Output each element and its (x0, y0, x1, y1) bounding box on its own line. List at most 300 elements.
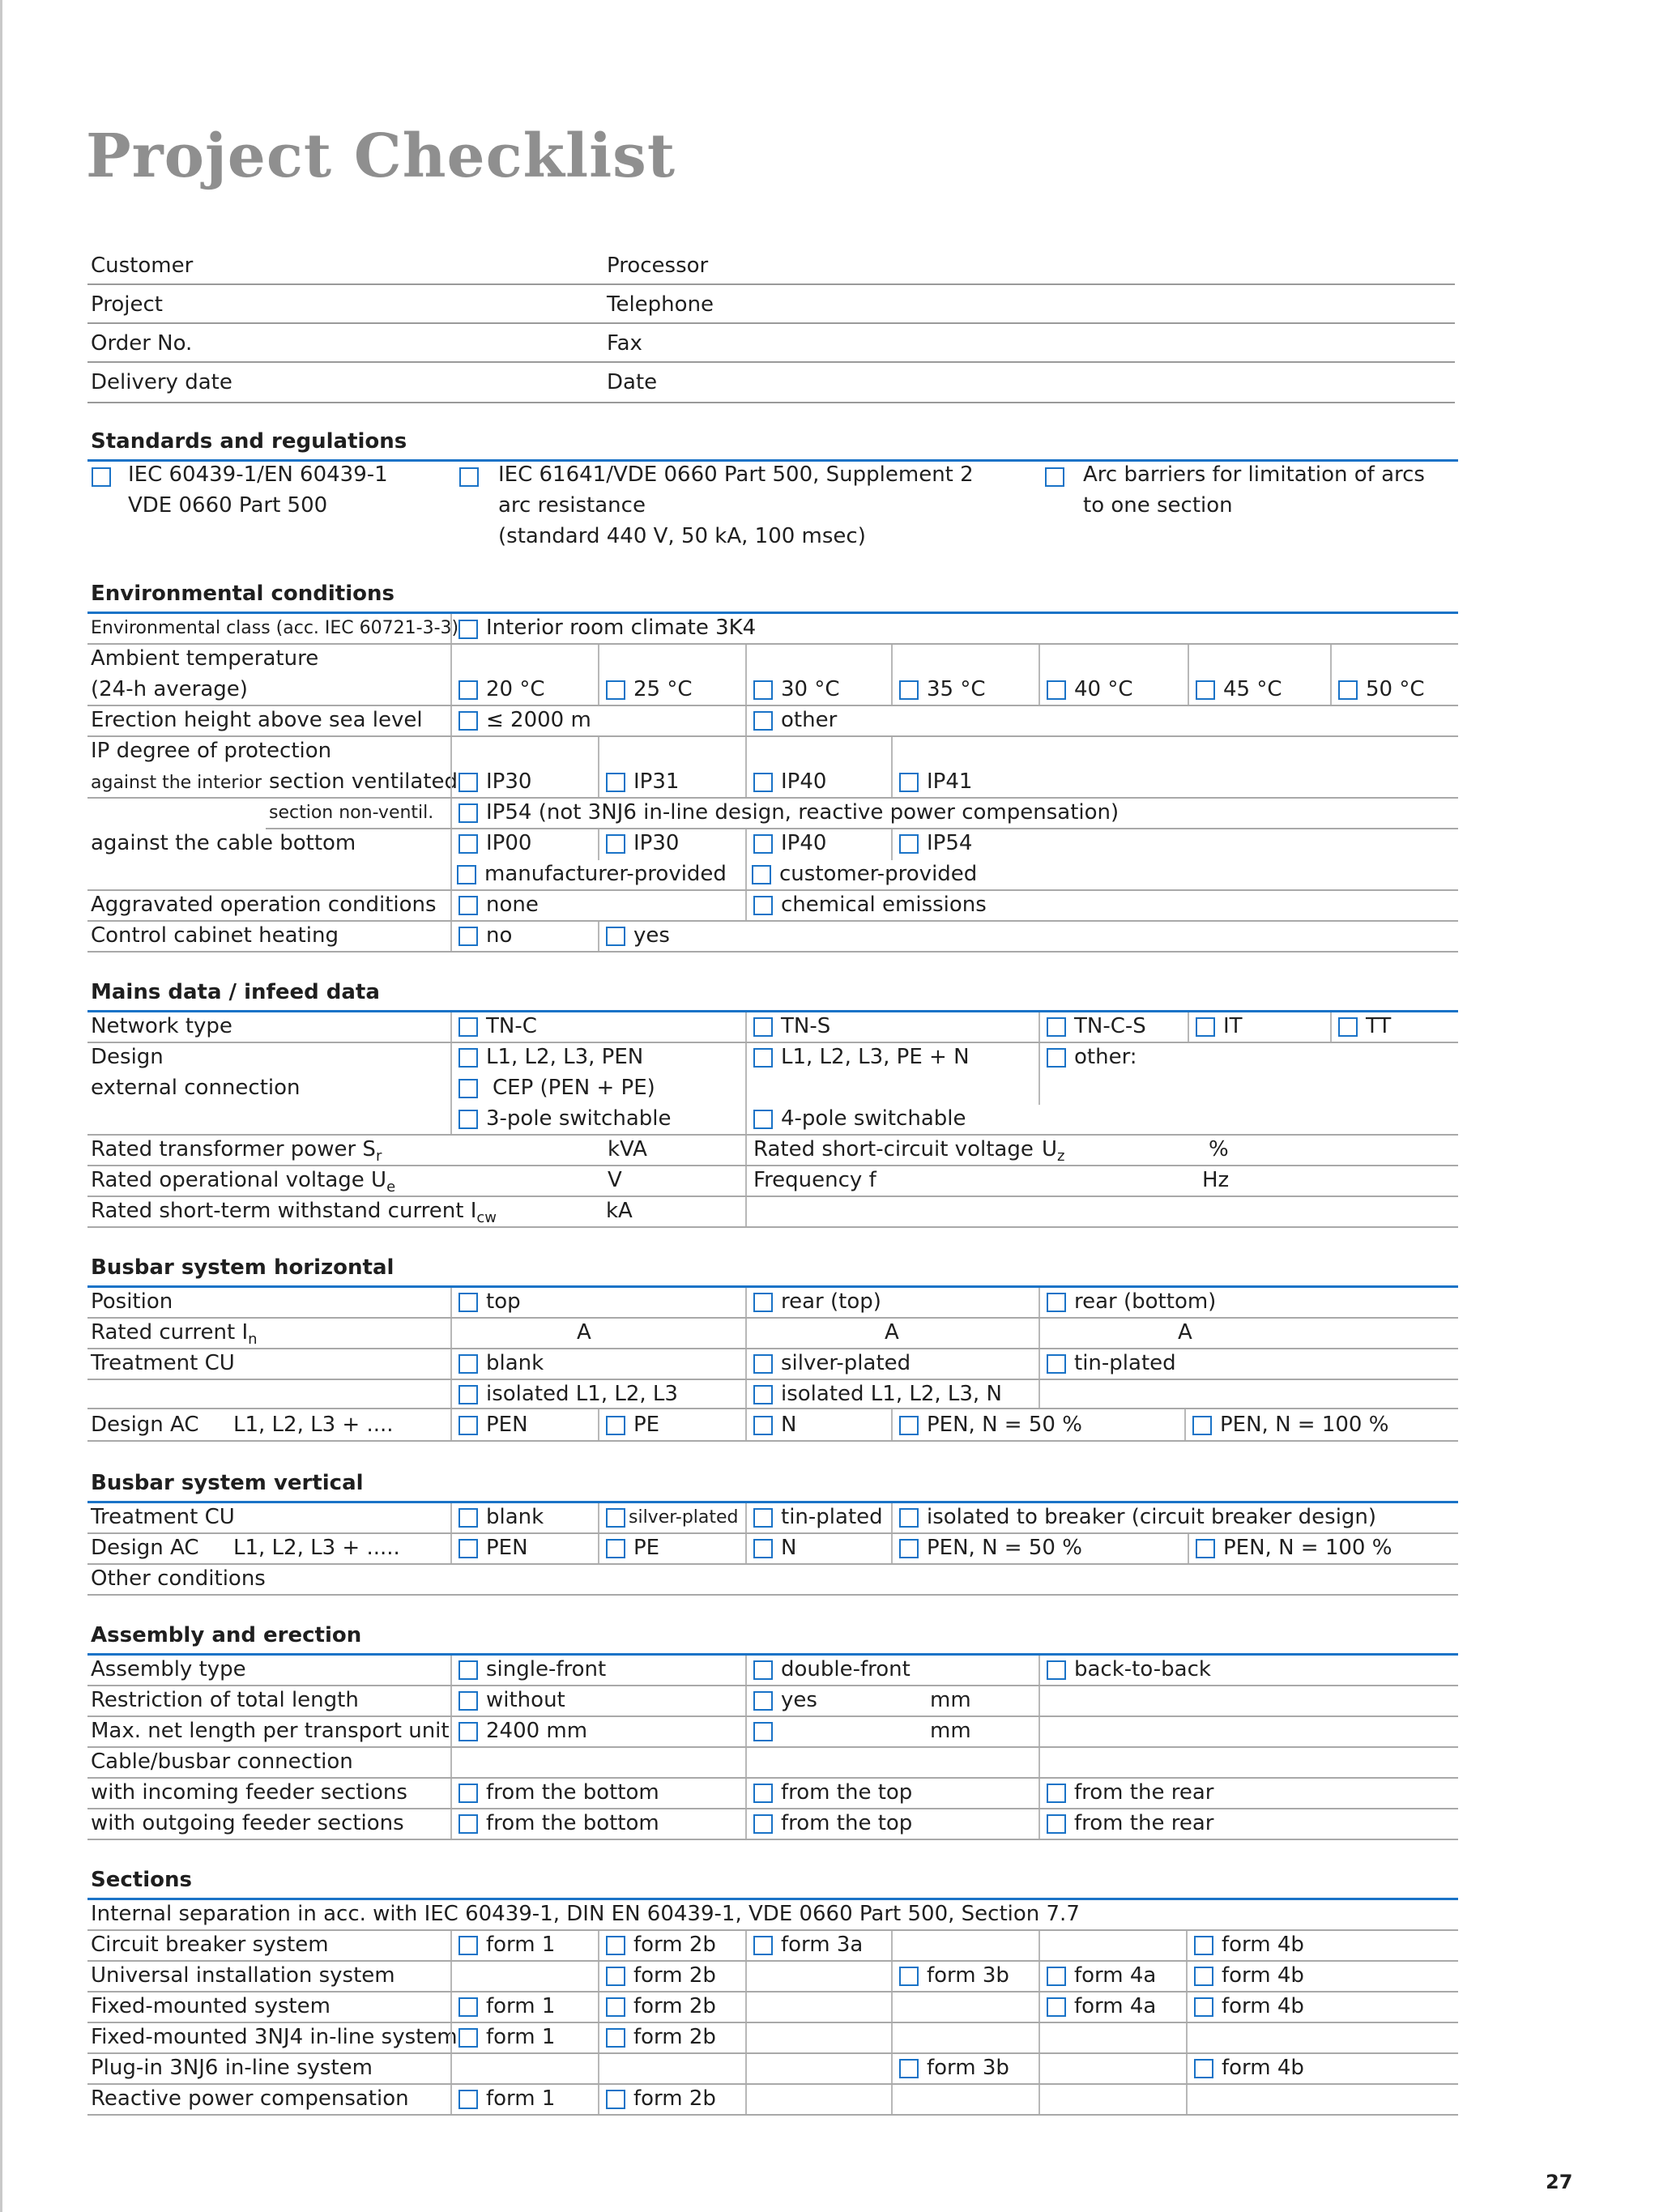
table-cell (1038, 1686, 1458, 1715)
option-label: TN-C (486, 1014, 537, 1038)
option-text: Arc barriers for limitation of arcs (1083, 462, 1425, 487)
table-cell (1038, 1349, 1458, 1379)
checkbox[interactable] (753, 1017, 773, 1037)
option-label: 40 °C (1074, 677, 1133, 701)
option-label: double-front (781, 1657, 911, 1681)
option-label: form 4b (1222, 1933, 1304, 1957)
option-label: silver-plated (629, 1507, 739, 1528)
checkbox[interactable] (1196, 1017, 1215, 1037)
table-row (87, 1136, 1458, 1166)
table-cell (450, 645, 598, 705)
table-cell (1038, 1962, 1186, 1991)
checkbox[interactable] (606, 680, 625, 700)
row-label: Other conditions (91, 1566, 266, 1591)
checkbox[interactable] (1047, 680, 1066, 700)
table-cell (450, 1931, 598, 1960)
table-cell (745, 1503, 891, 1532)
table-cell (745, 1380, 1038, 1408)
option-label: 4-pole switchable (781, 1106, 966, 1131)
table-row (87, 1656, 1458, 1686)
checkbox[interactable] (458, 1017, 478, 1037)
subscript: e (386, 1178, 396, 1196)
option-label: isolated L1, L2, L3, N (781, 1382, 1002, 1406)
option-label: form 4b (1222, 1994, 1304, 2018)
table-cell (450, 1349, 745, 1379)
delivery-date-label: Delivery date (91, 370, 232, 394)
checkbox[interactable] (458, 773, 478, 792)
checkbox[interactable] (1196, 680, 1215, 700)
table-cell (745, 1166, 1458, 1196)
header-row (87, 364, 1455, 403)
checkbox[interactable] (1047, 1048, 1066, 1068)
checkbox[interactable] (899, 680, 919, 700)
table-cell (891, 1993, 1038, 2022)
checkbox[interactable] (1045, 467, 1064, 487)
table-cell (745, 1136, 1458, 1165)
row-label (91, 1137, 382, 1165)
option-label: chemical emissions (781, 893, 987, 917)
table-cell (598, 1503, 745, 1532)
table-row (87, 1931, 1458, 1962)
row-label: (24-h average) (91, 677, 248, 701)
checkbox[interactable] (899, 1508, 919, 1528)
option-label: top (486, 1289, 521, 1314)
checkbox[interactable] (458, 1691, 478, 1711)
row-label: Plug-in 3NJ6 in-line system (91, 2056, 373, 2080)
row-label: Design AC (91, 1413, 199, 1437)
table-cell (450, 922, 598, 951)
table-cell (598, 1993, 745, 2022)
checkbox[interactable] (1047, 1784, 1066, 1803)
checkbox[interactable] (1047, 1293, 1066, 1312)
option-label: rear (bottom) (1074, 1289, 1217, 1314)
row-label: L1, L2, L3 + .... (233, 1413, 394, 1437)
table-cell (1038, 2023, 1186, 2052)
option-label: tin-plated (1074, 1351, 1176, 1375)
table-cell (891, 645, 1038, 705)
checkbox[interactable] (899, 2059, 919, 2078)
table-cell (745, 1319, 1038, 1348)
checkbox[interactable] (458, 1385, 478, 1404)
checkbox[interactable] (1047, 1997, 1066, 2017)
row-label: L1, L2, L3 + ..... (233, 1536, 400, 1560)
checkbox[interactable] (1047, 1967, 1066, 1986)
table-cell (745, 1809, 1038, 1839)
option-label: L1, L2, L3, PEN (486, 1045, 644, 1069)
checkbox[interactable] (899, 773, 919, 792)
option-label: isolated L1, L2, L3 (486, 1382, 678, 1406)
checkbox[interactable] (457, 865, 476, 884)
checkbox[interactable] (606, 1997, 625, 2017)
option-label: back-to-back (1074, 1657, 1211, 1681)
checkbox[interactable] (753, 680, 773, 700)
row-label: external connection (91, 1076, 301, 1100)
checkbox[interactable] (458, 1722, 478, 1741)
table-cell (1038, 1748, 1458, 1777)
table-cell (450, 614, 1458, 643)
row-label: Max. net length per transport unit (91, 1719, 450, 1743)
section-heading-assembly: Assembly and erection (87, 1623, 1458, 1656)
table-cell (745, 2023, 891, 2052)
table-cell (1330, 1012, 1458, 1042)
checkbox[interactable] (1196, 1539, 1215, 1558)
row-label: against the cable bottom (91, 831, 356, 855)
checkbox[interactable] (1194, 2059, 1213, 2078)
table-row (87, 922, 1458, 953)
option-text: IEC 61641/VDE 0660 Part 500, Supplement 2 (498, 462, 974, 487)
divider (87, 322, 1455, 324)
checkbox[interactable] (458, 1079, 478, 1098)
checkbox[interactable] (1047, 1814, 1066, 1834)
checkbox[interactable] (606, 1967, 625, 1986)
option-label: single-front (486, 1657, 607, 1681)
option-label: IP30 (633, 831, 680, 855)
table-row (87, 2023, 1458, 2054)
project-label: Project (91, 292, 163, 317)
checkbox[interactable] (606, 2090, 625, 2109)
table-cell (598, 829, 745, 860)
table-row (87, 1748, 1458, 1779)
checkbox[interactable] (753, 773, 773, 792)
table-cell (450, 1748, 745, 1777)
table-cell (891, 1931, 1038, 1960)
table-row (87, 2054, 1458, 2085)
table-cell (450, 799, 1458, 828)
checkbox[interactable] (458, 1539, 478, 1558)
checkbox[interactable] (606, 2028, 625, 2048)
divider (87, 361, 1455, 363)
unit-label: A (1178, 1320, 1192, 1345)
option-label: form 3a (781, 1933, 864, 1957)
table-cell (450, 2085, 598, 2114)
checkbox[interactable] (1338, 1017, 1358, 1037)
option-label: PEN, N = 100 % (1220, 1413, 1389, 1437)
table-cell (450, 1962, 598, 1991)
row-label: Treatment CU (91, 1505, 235, 1529)
table-cell (598, 737, 745, 797)
table-cell (1038, 1043, 1458, 1105)
option-label: IP41 (927, 769, 973, 794)
option-label: form 1 (486, 1994, 556, 2018)
checkbox[interactable] (753, 1508, 773, 1528)
subscript: r (375, 1148, 382, 1165)
table-row (87, 1105, 1458, 1136)
option-label: form 1 (486, 2086, 556, 2111)
checkbox[interactable] (458, 2028, 478, 2048)
table-cell (1186, 1931, 1458, 1960)
option-label: isolated to breaker (circuit breaker design) (927, 1505, 1377, 1529)
label-text: Rated operational voltage U (91, 1168, 387, 1192)
checkbox[interactable] (458, 1293, 478, 1312)
option-label: CEP (PEN + PE) (493, 1076, 655, 1100)
row-label: Fixed-mounted system (91, 1994, 331, 2018)
checkbox[interactable] (753, 1293, 773, 1312)
checkbox[interactable] (92, 467, 111, 487)
checkbox[interactable] (606, 927, 625, 946)
row-label: Restriction of total length (91, 1688, 359, 1712)
table-cell (745, 1993, 891, 2022)
table-cell (745, 1197, 1458, 1226)
row-label: Frequency f (753, 1168, 876, 1192)
checkbox[interactable] (458, 1416, 478, 1435)
option-label: IP54 (not 3NJ6 in-line design, reactive power compensation) (486, 800, 1120, 825)
checkbox[interactable] (753, 1385, 773, 1404)
checkbox[interactable] (458, 1936, 478, 1955)
table-row (87, 1565, 1458, 1596)
row-label: Rated short-circuit voltage (753, 1137, 1034, 1161)
table-cell (891, 829, 1458, 860)
page-title: Project Checklist (86, 121, 676, 191)
option-label: TN-S (781, 1014, 831, 1038)
table-cell (450, 2023, 598, 2052)
checkbox[interactable] (752, 865, 771, 884)
table-cell (1188, 1534, 1458, 1563)
table-cell (450, 737, 598, 797)
option-label: rear (top) (781, 1289, 881, 1314)
option-text: (standard 440 V, 50 kA, 100 msec) (498, 524, 866, 548)
checkbox[interactable] (458, 927, 478, 946)
option-label: from the bottom (486, 1780, 659, 1805)
checkbox[interactable] (458, 1048, 478, 1068)
row-label: Network type (91, 1014, 232, 1038)
checkbox[interactable] (458, 711, 478, 731)
checkbox[interactable] (606, 1508, 625, 1528)
checkbox[interactable] (899, 834, 919, 854)
table-cell (1038, 1717, 1458, 1746)
table-cell (450, 1534, 598, 1563)
table-cell (450, 1779, 745, 1808)
table-cell (450, 1656, 745, 1685)
checkbox[interactable] (1047, 1017, 1066, 1037)
option-label: yes (633, 923, 670, 948)
fax-label: Fax (607, 331, 642, 356)
table-row (266, 799, 1458, 829)
option-label: tin-plated (781, 1505, 883, 1529)
row-label: Internal separation in acc. with IEC 60439-1, DIN EN 60439-1, VDE 0660 Part 500, Section 7.7 (91, 1902, 1080, 1926)
row-label: Aggravated operation conditions (91, 893, 437, 917)
table-cell (745, 1349, 1038, 1379)
table-cell (745, 1686, 1038, 1715)
row-label: Universal installation system (91, 1963, 395, 1988)
checkbox[interactable] (459, 467, 479, 487)
checkbox[interactable] (606, 1539, 625, 1558)
checkbox[interactable] (458, 620, 478, 639)
table-cell (745, 1043, 1038, 1105)
table-cell (598, 1931, 745, 1960)
row-label: Ambient temperature (91, 646, 319, 671)
option-label: blank (486, 1351, 544, 1375)
row-label (91, 1168, 395, 1196)
section-heading-busbar-horizontal: Busbar system horizontal (87, 1255, 1458, 1288)
checkbox[interactable] (753, 834, 773, 854)
row-label: Fixed-mounted 3NJ4 in-line system (91, 2025, 458, 2049)
row-label: Control cabinet heating (91, 923, 339, 948)
table-row (87, 1993, 1458, 2023)
option-label: PEN, N = 50 % (927, 1536, 1082, 1560)
checkbox[interactable] (458, 1110, 478, 1129)
row-label (91, 1320, 258, 1348)
option-label: PEN (486, 1536, 528, 1560)
section-heading-environmental: Environmental conditions (87, 582, 1458, 614)
unit-label: kVA (608, 1137, 647, 1161)
unit-label: mm (930, 1719, 971, 1743)
section-heading-mains: Mains data / infeed data (87, 980, 1458, 1012)
checkbox[interactable] (899, 1967, 919, 1986)
checkbox[interactable] (899, 1416, 919, 1435)
checkbox[interactable] (753, 1660, 773, 1680)
checkbox[interactable] (753, 1110, 773, 1129)
table-cell (450, 1809, 745, 1839)
checkbox[interactable] (458, 896, 478, 915)
table-cell (598, 1962, 745, 1991)
checkbox[interactable] (753, 1354, 773, 1374)
option-label: no (486, 923, 513, 948)
row-label: Treatment CU (91, 1351, 235, 1375)
table-row (87, 1349, 1458, 1380)
checkbox[interactable] (458, 803, 478, 823)
table-cell (450, 1043, 745, 1105)
section-heading-standards: Standards and regulations (87, 429, 1458, 462)
checkbox[interactable] (458, 680, 478, 700)
checkbox[interactable] (458, 1354, 478, 1374)
option-label: L1, L2, L3, PE + N (781, 1045, 970, 1069)
checkbox[interactable] (458, 1814, 478, 1834)
table-cell (598, 922, 745, 951)
checkbox[interactable] (1047, 1354, 1066, 1374)
table-cell (745, 2085, 891, 2114)
table-row (87, 1779, 1458, 1809)
option-label: 20 °C (486, 677, 545, 701)
date-label: Date (607, 370, 658, 394)
checkbox[interactable] (1194, 1967, 1213, 1986)
table-cell (450, 1686, 745, 1715)
row-label: Position (91, 1289, 173, 1314)
option-label: form 2b (633, 2025, 716, 2049)
option-label: form 4b (1222, 1963, 1304, 1988)
checkbox[interactable] (753, 1691, 773, 1711)
option-label: form 2b (633, 1963, 716, 1988)
table-cell (450, 1012, 745, 1042)
option-label: form 2b (633, 1994, 716, 2018)
unit-label: Hz (1202, 1168, 1230, 1192)
checkbox[interactable] (606, 1416, 625, 1435)
table-cell (745, 891, 1458, 920)
table-cell (598, 2023, 745, 2052)
checkbox[interactable] (458, 2090, 478, 2109)
checkbox[interactable] (753, 1416, 773, 1435)
table-cell (1186, 1993, 1458, 2022)
table-row (87, 645, 1458, 706)
row-label: Circuit breaker system (91, 1933, 329, 1957)
checkbox[interactable] (753, 1722, 773, 1741)
header-row (87, 325, 1455, 364)
row-label: against the interior (91, 773, 262, 793)
option-label: IT (1223, 1014, 1243, 1038)
checkbox[interactable] (458, 834, 478, 854)
checkbox[interactable] (899, 1539, 919, 1558)
checkbox[interactable] (753, 1784, 773, 1803)
option-label: form 3b (927, 2056, 1009, 2080)
table-cell (1184, 1409, 1458, 1440)
table-row (87, 1012, 1458, 1043)
divider (87, 402, 1455, 403)
table-row (87, 1166, 1458, 1197)
checkbox[interactable] (753, 1814, 773, 1834)
unit-label: A (577, 1320, 591, 1345)
table-row (87, 1809, 1458, 1840)
checkbox[interactable] (458, 1997, 478, 2017)
header-row (87, 247, 1455, 286)
row-label: section ventilated (269, 769, 458, 794)
checkbox[interactable] (1194, 1936, 1213, 1955)
table-cell (1038, 1319, 1458, 1348)
checkbox[interactable] (606, 834, 625, 854)
table-cell (745, 1656, 1038, 1685)
option-label: silver-plated (781, 1351, 911, 1375)
checkbox[interactable] (753, 1539, 773, 1558)
table-cell (1188, 1012, 1330, 1042)
table-cell (450, 1319, 745, 1348)
table-row (87, 706, 1458, 737)
checkbox[interactable] (1047, 1660, 1066, 1680)
standard-option-1 (128, 459, 388, 521)
row-label: Reactive power compensation (91, 2086, 409, 2111)
checkbox[interactable] (753, 896, 773, 915)
table-cell (450, 1717, 745, 1746)
subscript: cw (476, 1209, 497, 1226)
checkbox[interactable] (458, 1508, 478, 1528)
option-label: yes (781, 1688, 817, 1712)
checkbox[interactable] (1194, 1997, 1213, 2017)
option-label: PEN, N = 50 % (927, 1413, 1082, 1437)
table-row (87, 1717, 1458, 1748)
row-label: with outgoing feeder sections (91, 1811, 404, 1835)
row-label: with incoming feeder sections (91, 1780, 407, 1805)
table-cell (1186, 1962, 1458, 1991)
option-label: 50 °C (1366, 677, 1425, 701)
table-cell (450, 706, 745, 735)
checkbox[interactable] (753, 1048, 773, 1068)
subscript: z (1057, 1148, 1065, 1165)
table-cell (450, 1993, 598, 2022)
table-cell (1038, 1288, 1458, 1317)
option-text: IEC 60439-1/EN 60439-1 (128, 462, 388, 487)
checkbox[interactable] (606, 773, 625, 792)
table-row (87, 1686, 1458, 1717)
table-cell (1038, 2054, 1186, 2083)
table-cell (1038, 1656, 1458, 1685)
checkbox[interactable] (606, 1936, 625, 1955)
table-row (87, 1380, 1458, 1409)
table-cell (891, 2054, 1038, 2083)
checkbox[interactable] (458, 1784, 478, 1803)
checkbox[interactable] (1192, 1416, 1212, 1435)
checkbox[interactable] (753, 1936, 773, 1955)
table-cell (450, 2054, 598, 2083)
option-label: IP54 (927, 831, 973, 855)
table-row (87, 1503, 1458, 1534)
checkbox[interactable] (458, 1660, 478, 1680)
label-text: Rated short-term withstand current I (91, 1199, 477, 1223)
checkbox[interactable] (1338, 680, 1358, 700)
table-cell (450, 1380, 745, 1408)
table-cell (891, 737, 1458, 797)
checkbox[interactable] (753, 711, 773, 731)
option-label: TT (1366, 1014, 1392, 1038)
table-cell (598, 1534, 745, 1563)
table-cell (891, 1503, 1458, 1532)
row-label: Assembly type (91, 1657, 246, 1681)
